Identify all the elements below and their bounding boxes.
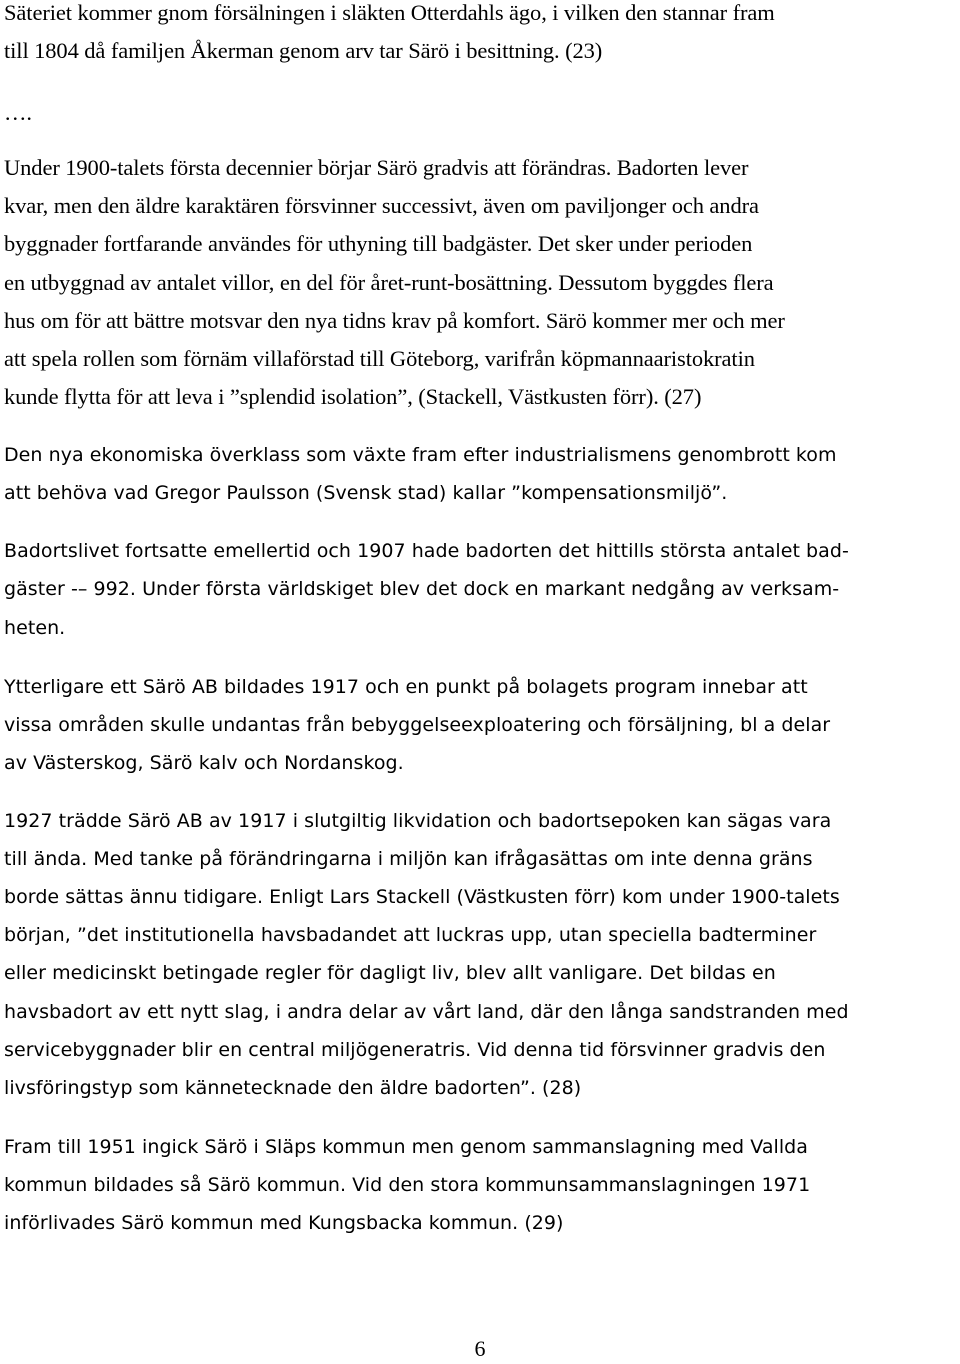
paragraph-5-line-1: Badortslivet fortsatte emellertid och 1907 hade badorten det hittills största antalet bad- — [4, 540, 849, 562]
paragraph-6-line-1: Ytterligare ett Särö AB bildades 1917 och en punkt på bolagets program innebar att — [4, 676, 808, 698]
paragraph-4-line-1: Den nya ekonomiska överklass som växte fram efter industrialismens genombrott kom — [4, 444, 837, 466]
paragraph-7-line-4: början, ”det institutionella havsbadandet att luckras upp, utan speciella badterminer — [4, 924, 817, 946]
paragraph-7-line-3: borde sättas ännu tidigare. Enligt Lars Stackell (Västkusten förr) kom under 1900-talets — [4, 886, 840, 908]
paragraph-3-line-7: kunde flytta för att leva i ”splendid isolation”, (Stackell, Västkusten förr). (27) — [4, 384, 702, 409]
paragraph-7-line-5: eller medicinskt betingade regler för dagligt liv, blev allt vanligare. Det bildas en — [4, 962, 776, 984]
paragraph-8-line-2: kommun bildades så Särö kommun. Vid den stora kommunsammanslagningen 1971 — [4, 1174, 811, 1196]
paragraph-1-line-1: Säteriet kommer gnom försälningen i släkten Otterdahls ägo, i vilken den stannar fram — [4, 0, 775, 25]
paragraph-5-line-3: heten. — [4, 617, 66, 639]
paragraph-3-line-2: kvar, men den äldre karaktären försvinner successivt, även om paviljonger och andra — [4, 193, 759, 218]
paragraph-3-line-5: hus om för att bättre motsvar den nya tidns krav på komfort. Särö kommer mer och mer — [4, 308, 785, 333]
paragraph-6-line-2: vissa områden skulle undantas från bebyggelseexploatering och försäljning, bl a delar — [4, 714, 831, 736]
paragraph-4-line-2: att behöva vad Gregor Paulsson (Svensk stad) kallar ”kompensationsmiljö”. — [4, 482, 728, 504]
paragraph-7-line-6: havsbadort av ett nytt slag, i andra delar av vårt land, där den långa sandstranden med — [4, 1001, 849, 1023]
page-number: 6 — [474, 1336, 486, 1361]
paragraph-6-line-3: av Västerskog, Särö kalv och Nordanskog. — [4, 752, 404, 774]
paragraph-7-line-8: livsföringstyp som kännetecknade den äldre badorten”. (28) — [4, 1077, 582, 1099]
paragraph-8-line-3: införlivades Särö kommun med Kungsbacka kommun. (29) — [4, 1212, 564, 1234]
paragraph-7-line-7: servicebyggnader blir en central miljögeneratris. Vid denna tid försvinner gradvis den — [4, 1039, 826, 1061]
paragraph-8-line-1: Fram till 1951 ingick Särö i Släps kommun men genom sammanslagning med Vallda — [4, 1136, 808, 1158]
paragraph-7-line-2: till ända. Med tanke på förändringarna i miljön kan ifrågasättas om inte denna gräns — [4, 848, 813, 870]
paragraph-1-line-2: till 1804 då familjen Åkerman genom arv tar Särö i besittning. (23) — [4, 38, 603, 63]
paragraph-3-line-6: att spela rollen som förnäm villaförstad till Göteborg, varifrån köpmannaaristokratin — [4, 346, 755, 371]
paragraph-3-line-3: byggnader fortfarande användes för uthyning till badgäster. Det sker under perioden — [4, 231, 753, 256]
ellipsis-line: …. — [4, 100, 32, 125]
paragraph-5-line-2: gäster -– 992. Under första världskiget blev det dock en markant nedgång av verksam- — [4, 578, 840, 600]
paragraph-3-line-1: Under 1900-talets första decennier börjar Särö gradvis att förändras. Badorten lever — [4, 155, 749, 180]
paragraph-7-line-1: 1927 trädde Särö AB av 1917 i slutgiltig likvidation och badortsepoken kan sägas vara — [4, 810, 832, 832]
paragraph-3-line-4: en utbyggnad av antalet villor, en del för året-runt-bosättning. Dessutom byggdes flera — [4, 270, 774, 295]
